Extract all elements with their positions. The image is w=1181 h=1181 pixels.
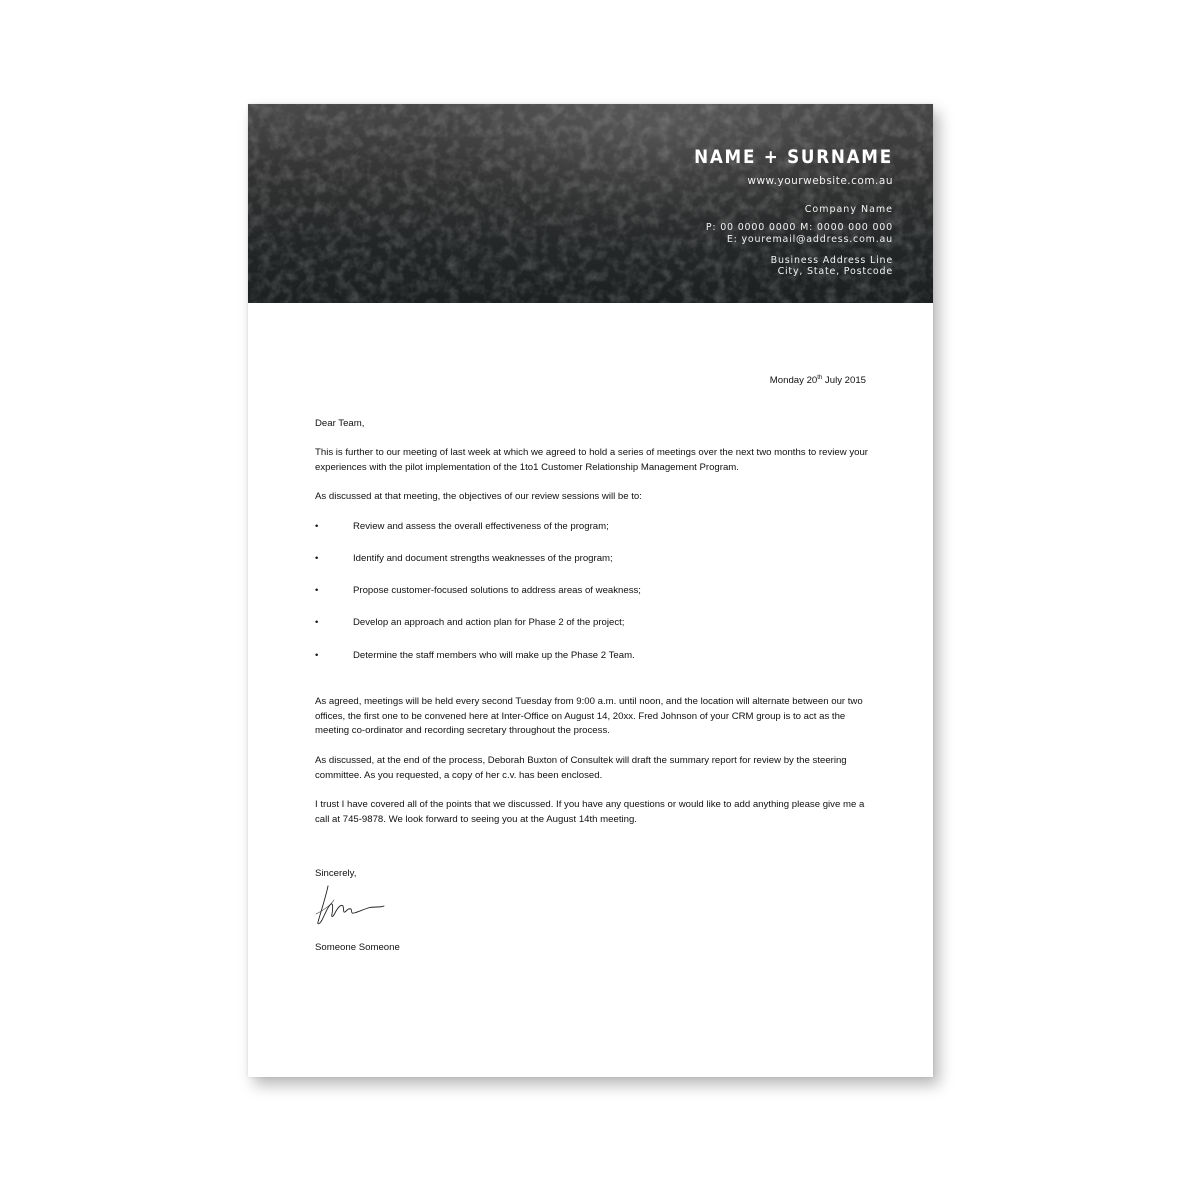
list-item-text: Identify and document strengths weaknesses of the program; (353, 553, 613, 564)
list-item-text: Propose customer-focused solutions to address areas of weakness; (353, 585, 641, 596)
paragraph-objectives: As discussed at that meeting, the objectives of our review sessions will be to: (315, 491, 642, 502)
paragraph-meetings: As agreed, meetings will be held every second Tuesday from 9:00 a.m. until noon, and the location will alternate between our two offices, the first one to be convened here at Inter-Office on August 14, 20xx. Fred Johnson of your CRM group is to act as the meeting co-ordinator and recording secretary throughout the process. (315, 696, 863, 737)
paragraph-report: As discussed, at the end of the process, Deborah Buxton of Consultek will draft the summary report for review by the steering committee. As you requested, a copy of her c.v. has been enclosed. (315, 755, 847, 781)
bullet-dot: • (315, 521, 319, 532)
email-address[interactable]: E: youremail@address.com.au (726, 234, 893, 245)
bullet-dot: • (315, 553, 319, 564)
address-line-1: Business Address Line (770, 255, 893, 266)
list-item-text: Review and assess the overall effectiveness of the program; (353, 521, 609, 532)
address-line-2: City, State, Postcode (777, 266, 893, 277)
salutation: Dear Team, (315, 418, 365, 429)
bullet-dot: • (315, 617, 319, 628)
list-item-text: Develop an approach and action plan for Phase 2 of the project; (353, 617, 625, 628)
date-month-year: July 2015 (822, 375, 866, 386)
website-link[interactable]: www.yourwebsite.com.au (747, 175, 893, 187)
phone-numbers: P: 00 0000 0000 M: 0000 000 000 (705, 222, 893, 233)
closing: Sincerely, (315, 868, 357, 879)
letter-page (248, 104, 933, 1077)
signature-image (314, 884, 386, 928)
company-name: Company Name (804, 204, 893, 215)
signatory-name: Someone Someone (315, 942, 400, 953)
list-item-text: Determine the staff members who will make up the Phase 2 Team. (353, 650, 635, 661)
sender-name: NAME + SURNAME (694, 146, 893, 168)
date-day: Monday 20 (769, 375, 818, 386)
bullet-dot: • (315, 650, 319, 661)
bullet-dot: • (315, 585, 319, 596)
date-ordinal: th (817, 375, 823, 381)
paragraph-closing-remarks: I trust I have covered all of the points that we discussed. If you have any questions or would like to add anything please give me a call at 745-9878. We look forward to seeing you at the August 14th meeting. (315, 799, 865, 825)
paragraph-intro: This is further to our meeting of last week at which we agreed to hold a series of meetings over the next two months to review your experiences with the pilot implementation of the 1to1 Customer Relationship Management Program. (315, 447, 868, 473)
letter-date (770, 375, 866, 386)
letterhead-banner (248, 104, 933, 303)
